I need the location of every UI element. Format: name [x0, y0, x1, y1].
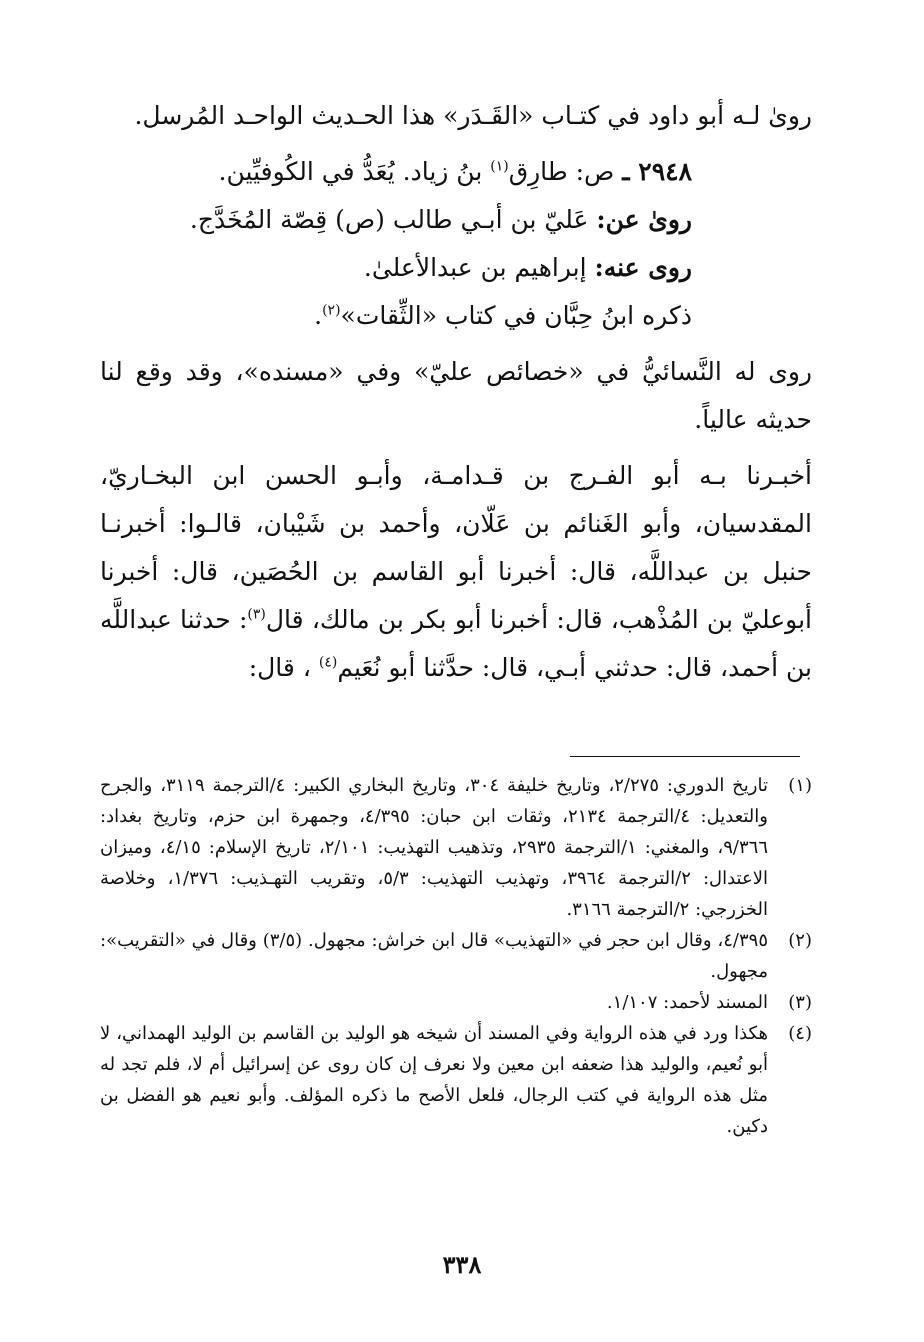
footnotes: [100, 770, 812, 1142]
footnote-4: [100, 1018, 812, 1142]
thiqat-text: ذكره ابنُ حِبَّان في كتاب «الثِّقات»: [340, 301, 692, 330]
thiqat-end: .: [314, 301, 323, 330]
rawa-an-line: [100, 196, 812, 244]
footnote-ref-1: (١): [490, 158, 509, 175]
rawa-anhu-label: روى عنه:: [594, 253, 692, 282]
rawa-an-text: عَليّ بن أبـي طالب (ص) قِصّة المُخَدَّج.: [189, 205, 597, 234]
entry-name-rest: بنُ زياد. يُعَدُّ في الكُوفيِّين.: [218, 157, 491, 186]
paragraph-nasai: روى له النَّسائيُّ في «خصائص عليّ» وفي «مسنده»، وقد وقع لنا حديثه عالياً.: [100, 357, 812, 434]
footnote-2: [100, 925, 812, 987]
footnote-ref-2: (٢): [322, 302, 341, 319]
footnote-3: [100, 987, 812, 1018]
isnad-part-2: : حدثنا عبداللَّه بن أحمد، قال: حدثني أبـي، قال: حدَّثنا أبو نُعَيم: [100, 605, 812, 682]
footnote-number: (٣): [788, 992, 812, 1013]
footnote-divider: [570, 756, 800, 757]
entry-heading: [100, 148, 812, 196]
footnote-number: (٤): [788, 1023, 812, 1044]
page-number: ٣٣٨: [442, 1250, 482, 1279]
footnote-ref-4: (٤): [318, 654, 338, 671]
paragraph-abu-dawud: روىٰ لـه أبو داود في كتـاب «القَـدَر» هذا الحـديث الواحـد المُرسل.: [134, 101, 812, 130]
isnad-part-1: أخبـرنا بـه أبو الفـرج بن قـدامـة، وأبـو الحسن ابن البخـاريّ، المقدسيان، وأبو الغَنائم بن عَلّان، وأحمد بن شَيْبان، قالـوا: أخبرنـا حنبل بن عبداللَّه، قال: أخبرنا أبو القاسم بن الحُصَين، قال: أخبرنا أبوعليّ بن المُذْهب، قال: أخبرنا أبو بكر بن مالك، قال: [100, 461, 812, 634]
isnad-part-3: ، قال:: [248, 653, 319, 682]
thiqat-line: [100, 292, 812, 340]
main-text: [100, 92, 812, 692]
footnote-text: ٤/٣٩٥، وقال ابن حجر في «التهذيب» قال ابن خراش: مجهول. (٣/٥) وقال في «التقريب»: مجهول.: [100, 930, 768, 982]
entry-number: ٢٩٤٨ ـ: [622, 157, 692, 186]
rawa-anhu-text: إبراهيم بن عبدالأعلىٰ.: [363, 253, 595, 282]
footnote-number: (١): [788, 775, 812, 796]
footnote-text: تاريخ الدوري: ٢/٢٧٥، وتاريخ خليفة ٣٠٤، وتاريخ البخاري الكبير: ٤/الترجمة ٣١١٩، والجرح والتعديل: ٤/الترجمة ٢١٣٤، وثقات ابن حبان: ٤/٣٩٥، وجمهرة ابن حزم، وتاريخ بغداد: ٩/٣٦٦، والمغني: ١/الترجمة ٢٩٣٥، وتذهيب التهذيب: ٢/١٠١، تاريخ الإسلام: ٤/١٥، وميزان الاعتدال: ٢/الترجمة ٣٩٦٤، وتهذيب التهذيب: ٥/٣، وتقريب التهـذيب: ١/٣٧٦، وخلاصة الخزرجي: ٢/الترجمة ٣١٦٦.: [100, 775, 768, 920]
rawa-anhu-line: [100, 244, 812, 292]
footnote-ref-3: (٣): [247, 606, 266, 623]
entry-name: ص: طارِق: [508, 157, 615, 186]
footnote-1: [100, 770, 812, 925]
footnote-text: هكذا ورد في هذه الرواية وفي المسند أن شيخه هو الوليد بن القاسم بن الوليد الهمداني، لا أبو نُعيم، والوليد هذا ضعفه ابن معين ولا نعرف إن كان روى عن إسرائيل أم لا، فلم تجد له مثل هذه الرواية في كتب الرجال، فلعل الأصح ما ذكره المؤلف. وأبو نعيم هو الفضل بن دكين.: [100, 1023, 768, 1137]
footnote-number: (٢): [788, 930, 812, 951]
rawa-an-label: روىٰ عن:: [596, 205, 692, 234]
footnote-text: المسند لأحمد: ١/١٠٧.: [606, 992, 768, 1013]
paragraph-isnad: [100, 452, 812, 692]
